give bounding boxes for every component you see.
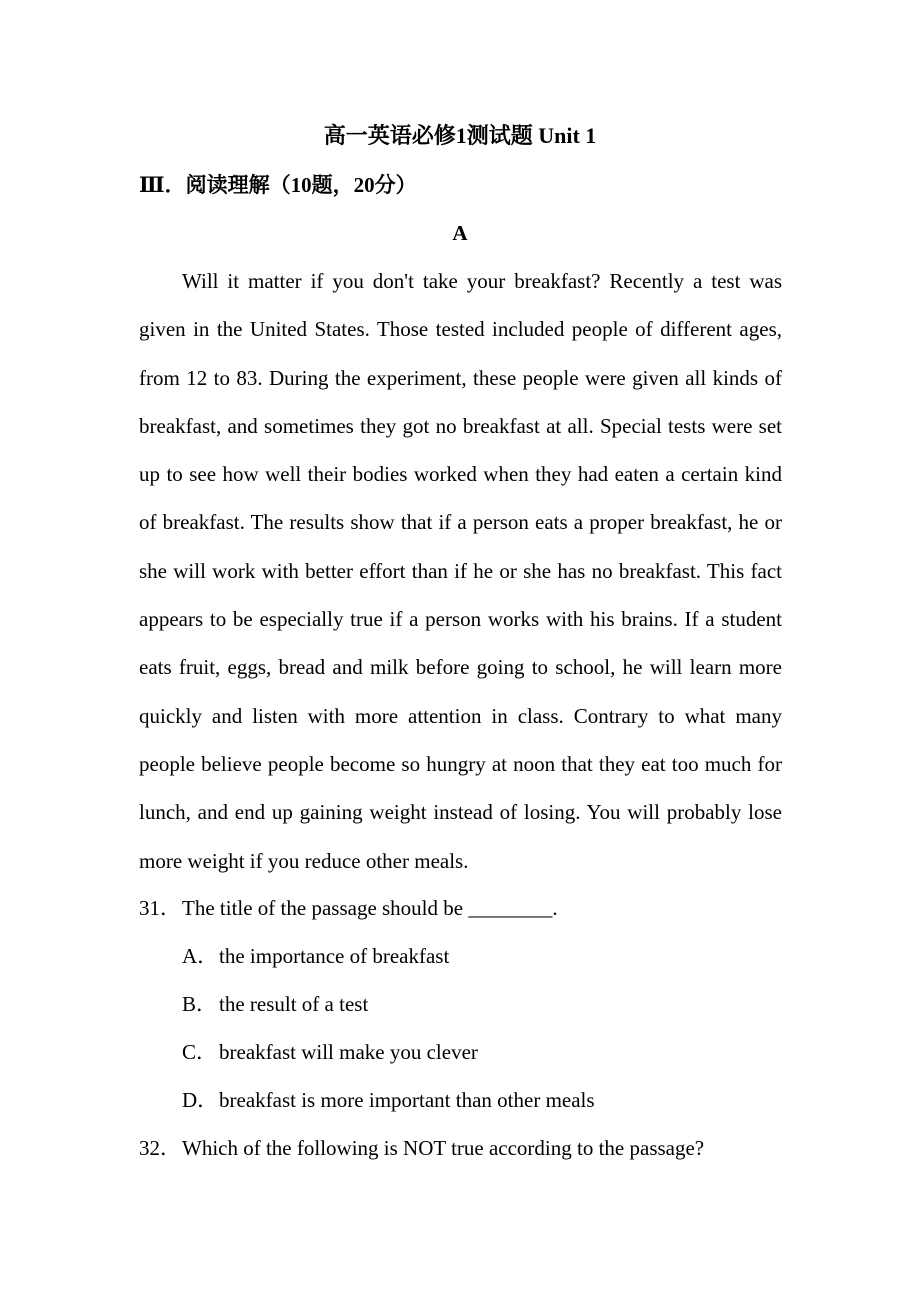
- question-31: [139, 884, 558, 932]
- question-number: 31．: [139, 896, 181, 920]
- page-title: 高一英语必修1测试题 Unit 1: [323, 123, 597, 148]
- question-32: [139, 1124, 704, 1172]
- option-letter: A．: [182, 944, 219, 968]
- question-number: 32．: [139, 1136, 181, 1160]
- option-letter: D．: [182, 1088, 219, 1112]
- option-letter: C．: [182, 1040, 218, 1064]
- option-text: breakfast is more important than other meals: [219, 1088, 595, 1112]
- section-heading: Ⅲ．阅读理解（10题，20分）: [139, 173, 417, 197]
- passage-label: A: [452, 221, 468, 245]
- question-text: Which of the following is NOT true according to the passage?: [182, 1136, 705, 1160]
- passage-text: Will it matter if you don't take your breakfast? Recently a test was given in the United States. Those tested included people of different ages, from 12 to 83. During the experiment, these people were given all kinds of breakfast, and sometimes they got no breakfast at all. Special tests were set up to see how well their bodies worked when they had eaten a certain kind of breakfast. The results show that if a person eats a proper breakfast, he or she will work with better effort than if he or she has no breakfast. This fact appears to be especially true if a person works with his brains. If a student eats fruit, eggs, bread and milk before going to school, he will learn more quickly and listen with more attention in class. Contrary to what many people believe people become so hungry at noon that they eat too much for lunch, and end up gaining weight instead of losing. You will probably lose more weight if you reduce other meals.: [139, 269, 782, 873]
- option-d: [182, 1076, 595, 1124]
- option-a: [182, 932, 449, 980]
- option-b: [182, 980, 368, 1028]
- option-letter: B．: [182, 992, 218, 1016]
- option-text: the importance of breakfast: [219, 944, 450, 968]
- question-text: The title of the passage should be ________.: [182, 896, 558, 920]
- option-c: [182, 1028, 478, 1076]
- option-text: breakfast will make you clever: [219, 1040, 478, 1064]
- option-text: the result of a test: [219, 992, 369, 1016]
